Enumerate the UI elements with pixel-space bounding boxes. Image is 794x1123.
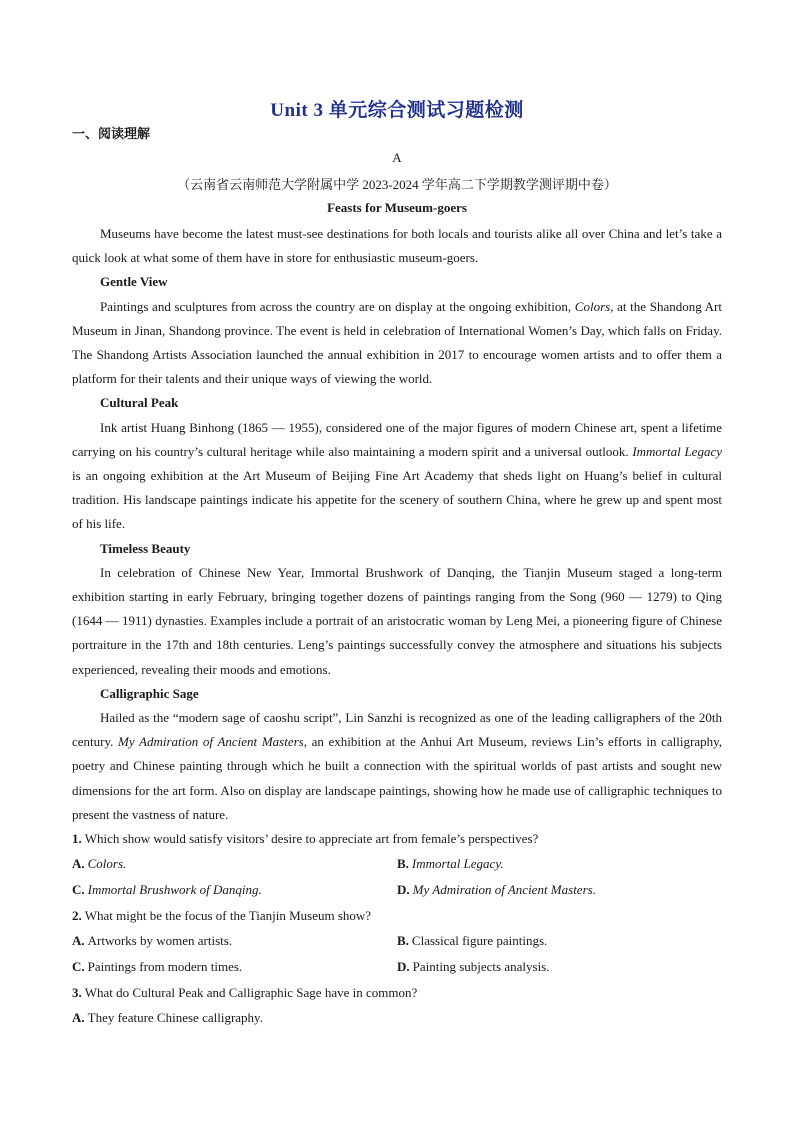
question-1: [72, 826, 722, 851]
text-run: Ink artist Huang Binhong (1865 — 1955), considered one of the major figures of modern Chinese art, spent a lifetime carrying on his country’s cultural heritage while also maintaining a modern spirit and a universal outlook.: [72, 419, 722, 459]
option-row: [72, 1005, 722, 1031]
passage-title: Feasts for Museum-goers: [327, 200, 467, 215]
intro-paragraph: Museums have become the latest must-see destinations for both locals and tourists alike all over China and let’s take a quick look at what some of them have in store for enthusiastic museum-goers.: [72, 226, 722, 266]
option-text: Immortal Brushwork of Danqing.: [87, 882, 262, 897]
question-number: 1.: [72, 831, 82, 846]
question-number: 2.: [72, 908, 82, 923]
option-row: [72, 954, 722, 980]
option-row: [72, 877, 722, 903]
option-d[interactable]: [397, 877, 722, 903]
option-letter: C.: [72, 882, 85, 897]
source-note: （云南省云南师范大学附属中学 2023-2024 学年高二下学期教学测评期中卷）: [177, 177, 617, 192]
option-c[interactable]: [72, 954, 397, 980]
subheading-gentle-view: Gentle View: [100, 274, 168, 290]
option-b[interactable]: [397, 851, 722, 877]
question-list: [72, 826, 722, 1031]
question-text: What might be the focus of the Tianjin Museum show?: [84, 908, 372, 923]
italic-title: My Admiration of Ancient Masters: [118, 734, 304, 750]
option-a[interactable]: [72, 928, 397, 954]
subheading-cultural-peak: Cultural Peak: [100, 395, 179, 411]
section-heading: 一、阅读理解: [72, 126, 151, 141]
paragraph-gentle-view: [72, 295, 722, 392]
option-text: Paintings from modern times.: [87, 959, 243, 974]
option-text: Painting subjects analysis.: [412, 959, 550, 974]
option-row: [72, 928, 722, 954]
option-a[interactable]: [72, 851, 397, 877]
part-label: A: [392, 150, 402, 165]
option-b[interactable]: [397, 928, 722, 954]
page-title: Unit 3 单元综合测试习题检测: [270, 100, 524, 121]
option-letter: D.: [397, 959, 410, 974]
question-3: [72, 980, 722, 1005]
option-text: Artworks by women artists.: [87, 933, 233, 948]
option-letter: A.: [72, 856, 85, 871]
text-run: Paintings and sculptures from across the country are on display at the ongoing exhibition,: [100, 298, 575, 314]
question-2: [72, 903, 722, 928]
text-run: , at the Shandong Art Museum in Jinan, Shandong province. The event is held in celebration of International Women’s Day, which falls on Friday. The Shandong Artists Association launched the annual exhibition in 2017 to encourage women artists and to offer them a platform for their talents and their unique ways of viewing the world.: [72, 298, 722, 387]
option-text: Classical figure paintings.: [411, 933, 548, 948]
subheading-timeless-beauty: Timeless Beauty: [100, 540, 191, 556]
option-letter: C.: [72, 959, 85, 974]
question-text: What do Cultural Peak and Calligraphic Sage have in common?: [84, 985, 418, 1000]
paragraph-timeless-beauty: In celebration of Chinese New Year, Immortal Brushwork of Danqing, the Tianjin Museum staged a long-term exhibition starting in early February, bringing together dozens of paintings ranging from the Song (960 — 1279) to Qing (1644 — 1911) dynasties. Examples include a portrait of an aristocratic woman by Leng Mei, a pioneering figure of Chinese portraiture in the 17th and 18th centuries. Leng’s paintings successfully convey the atmosphere and situations his subjects experienced, revealing their moods and emotions.: [72, 564, 722, 677]
option-text: Immortal Legacy.: [411, 856, 504, 871]
option-text: They feature Chinese calligraphy.: [87, 1010, 263, 1025]
italic-title: Immortal Legacy: [632, 443, 722, 459]
option-letter: B.: [397, 856, 409, 871]
italic-title: Colors: [574, 298, 611, 314]
option-row: [72, 851, 722, 877]
option-letter: A.: [72, 933, 85, 948]
option-c[interactable]: [72, 877, 397, 903]
paragraph-cultural-peak: [72, 416, 722, 537]
option-d[interactable]: [397, 954, 722, 980]
subheading-calligraphic-sage: Calligraphic Sage: [100, 685, 199, 701]
text-run: , an exhibition at the Anhui Art Museum, reviews Lin’s efforts in calligraphy, poetry and Chinese painting through which he built a connection with the spiritual worlds of past artists and sought new dimensions for the art form. Also on display are landscape paintings, showing how he made use of calligraphic techniques to present the vastness of nature.: [72, 734, 723, 822]
option-letter: B.: [397, 933, 409, 948]
question-text: Which show would satisfy visitors’ desire to appreciate art from female’s perspectives?: [84, 831, 539, 846]
option-a[interactable]: [72, 1005, 397, 1031]
option-letter: D.: [397, 882, 410, 897]
option-letter: A.: [72, 1010, 85, 1025]
option-text: Colors.: [87, 856, 127, 871]
text-run: Hailed as the “modern sage of caoshu script”, Lin Sanzhi is recognized as one of the leading calligraphers of the 20th century.: [72, 710, 722, 750]
question-number: 3.: [72, 985, 82, 1000]
option-text: My Admiration of Ancient Masters.: [412, 882, 596, 897]
passage-body: [72, 222, 722, 827]
text-run: is an ongoing exhibition at the Art Museum of Beijing Fine Art Academy that sheds light on Huang’s belief in cultural tradition. His landscape paintings indicate his appetite for the scenery of southern China, where he grew up and spent most of his life.: [72, 468, 722, 532]
paragraph-calligraphic-sage: [72, 706, 722, 827]
